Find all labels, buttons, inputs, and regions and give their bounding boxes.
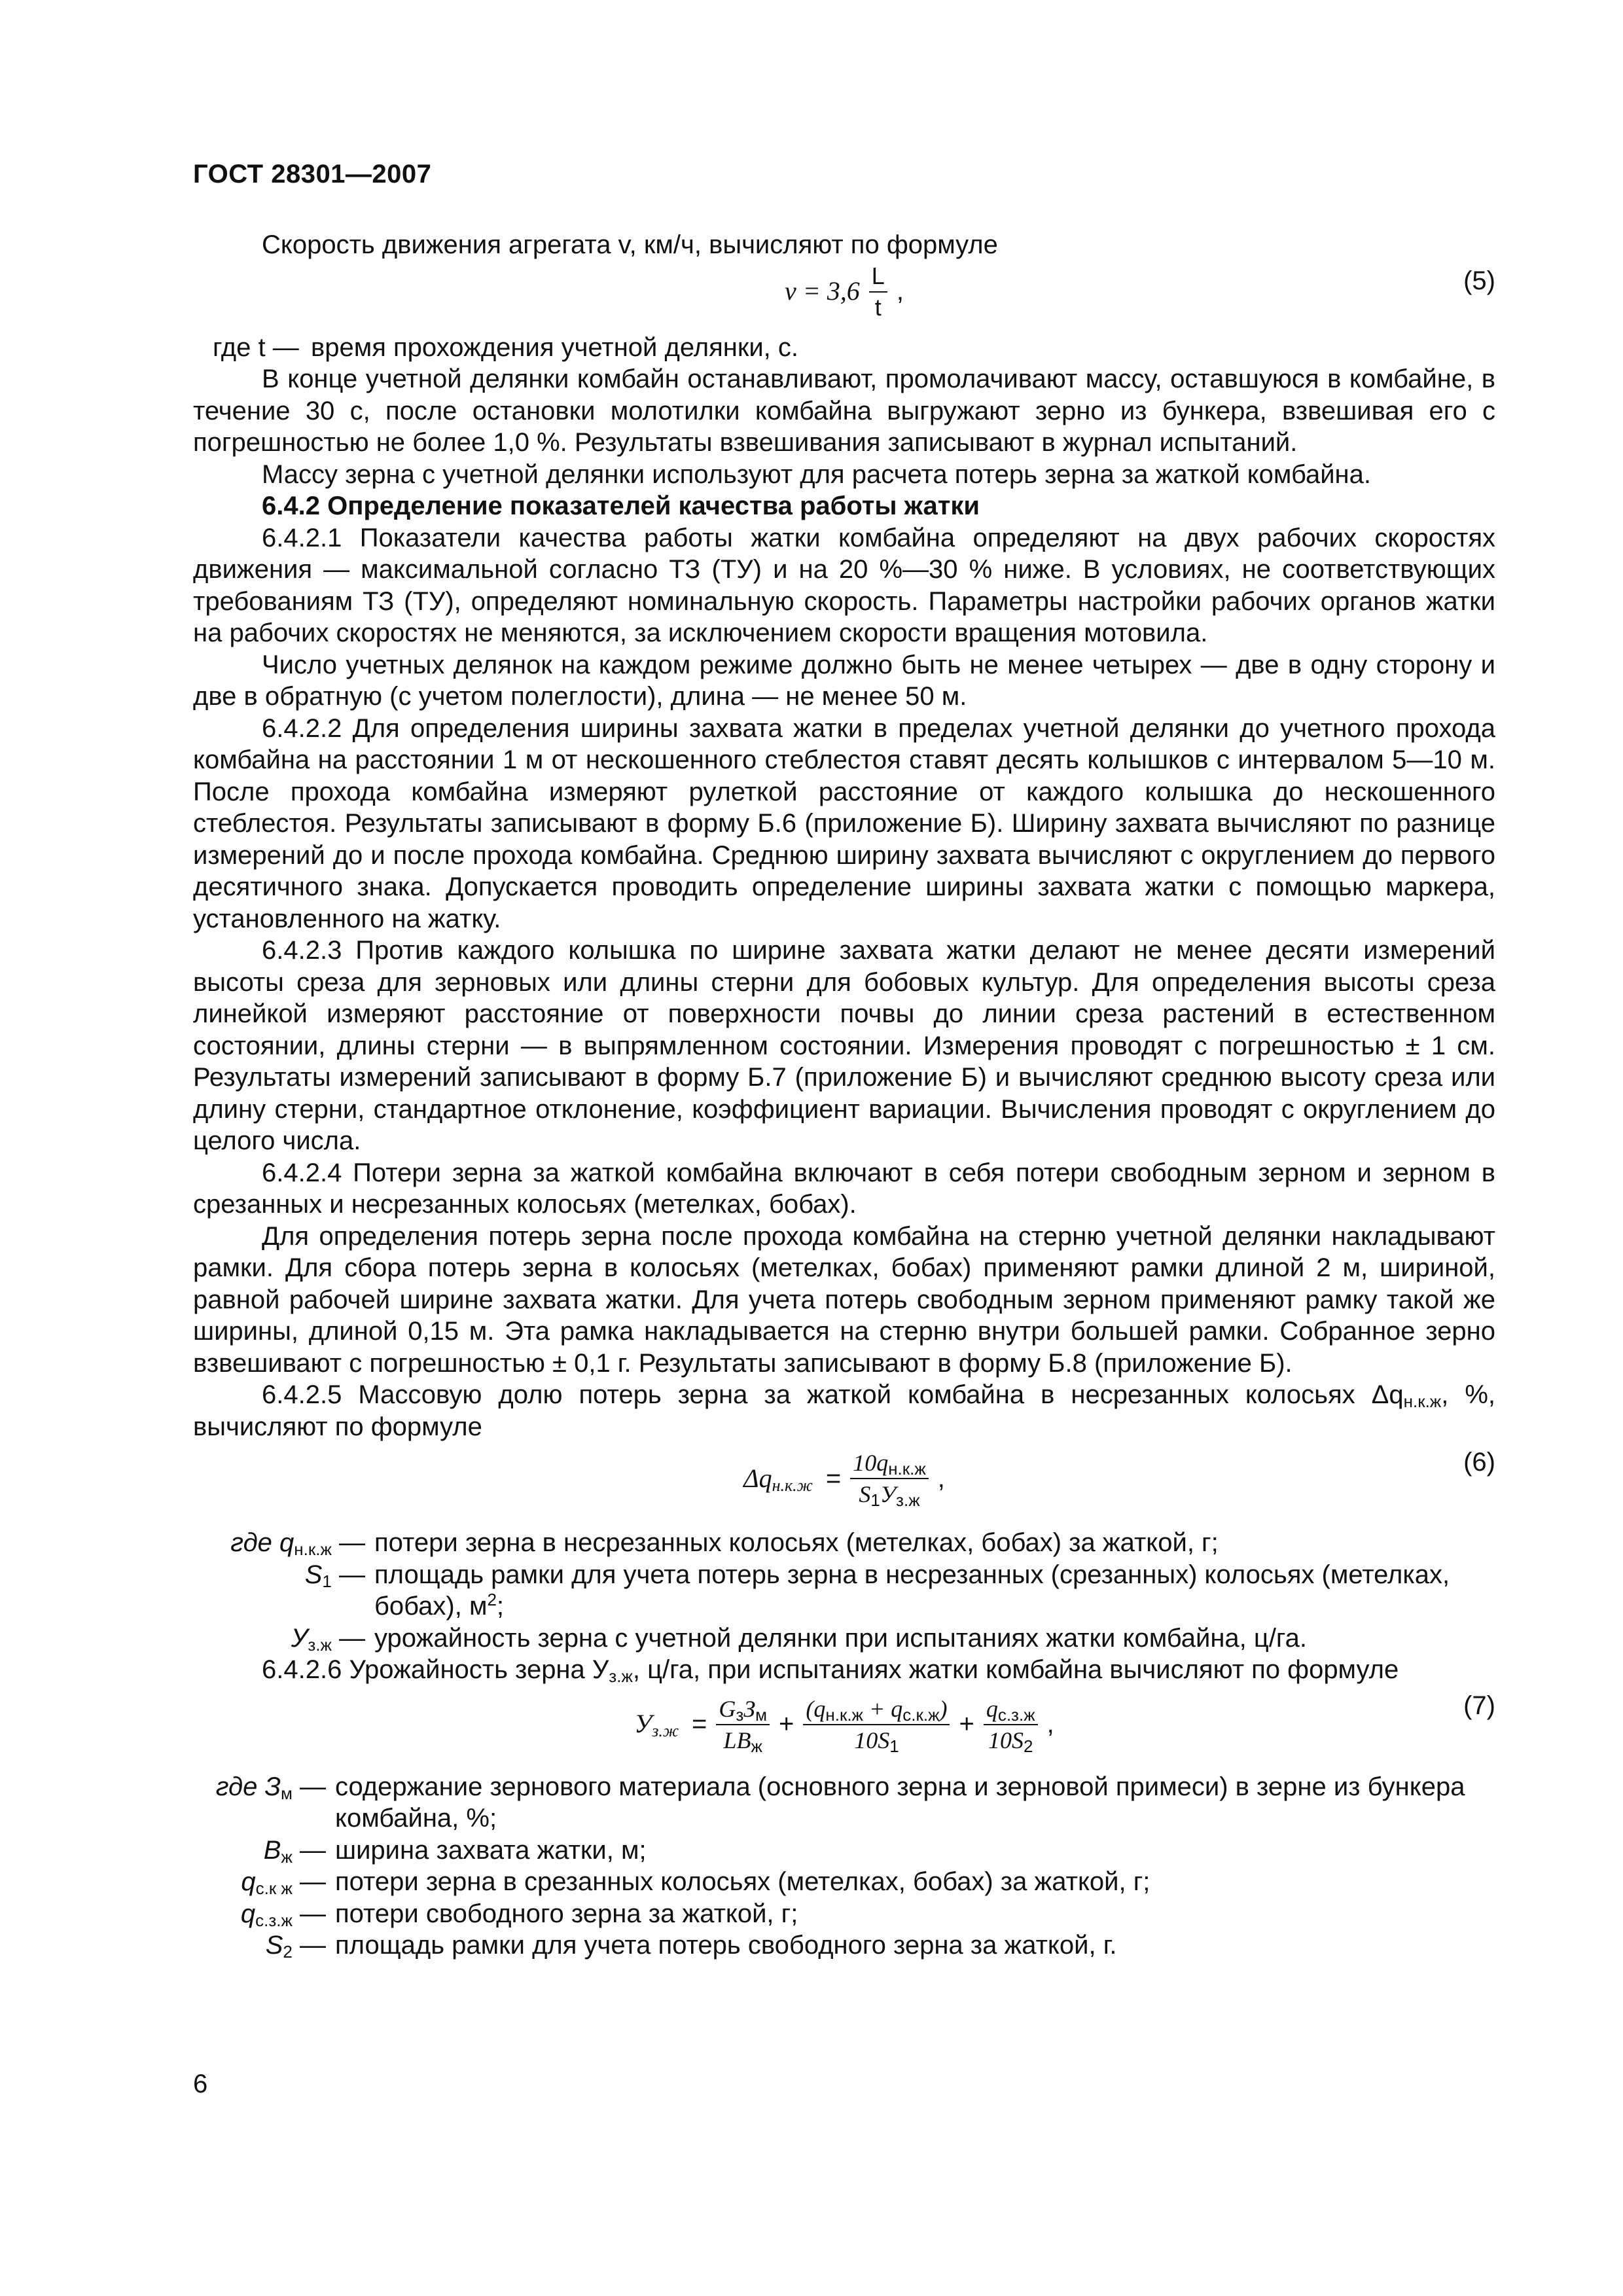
formula-5: v = 3,6 $\frac{L}{t}$ , (5) <box>193 261 1495 332</box>
where-7-item-definition: ширина захвата жатки, м; <box>335 1835 647 1865</box>
paragraph-plots-count: Число учетных делянок на каждом режиме должно быть не менее четырех — две в одну сторону и две в обратную (с учетом полеглости), длина — не менее 50 м. <box>193 650 1495 711</box>
paragraph-end-of-plot: В конце учетной делянки комбайн останавливают, промолачивают массу, оставшуюся в комбайне, в течение 30 с, после остановки молотилки комбайна выгружают зерно из бункера, взвешивая его с погрешностью не более 1,0 %. Результаты взвешивания записывают в журнал испытаний. <box>193 365 1495 457</box>
paragraph-6-4-2-6: 6.4.2.6 Урожайность зерна $У_{з.ж}$, ц/га, при испытаниях жатки комбайна вычисляют по формуле <box>262 1655 1399 1686</box>
paragraph-6-4-2-4: 6.4.2.4 Потери зерна за жаткой комбайна включают в себя потери свободным зерном и зерном в срезанных и несрезанных колосьях (метелках, бобах). <box>193 1158 1495 1219</box>
where-7-item-definition: содержание зернового материала (основного зерна и зерновой примеси) в зерне из бункера комбайна, %; <box>335 1772 1465 1833</box>
where-6-item-symbol: $У_{з.ж}$ — <box>291 1623 365 1655</box>
where-6-item-symbol: $S_1$ — <box>304 1560 365 1591</box>
page-number: 6 <box>193 2070 208 2098</box>
formula-6: $\Delta q_{н.к.ж}$ = $\frac{10q_{н.к.ж}}{S_1У_{з.ж}}$ , (6) <box>743 1448 1495 1510</box>
section-title-6-4-2: 6.4.2 Определение показателей качества работы жатки <box>262 492 980 520</box>
where-7-item-definition: площадь рамки для учета потерь свободного зерна за жаткой, г. <box>335 1931 1117 1960</box>
document-header: ГОСТ 28301—2007 <box>193 160 432 188</box>
where-6-item-definition: урожайность зерна с учетной делянки при испытаниях жатки комбайна, ц/га. <box>374 1623 1307 1653</box>
formula-7-number: (7) <box>1463 1691 1495 1720</box>
where-7-item-symbol: $q_{с.к ж}$ — <box>241 1867 326 1898</box>
intro-speed-paragraph: Скорость движения агрегата v, км/ч, вычисляют по формуле <box>262 230 998 259</box>
where-5-text: время прохождения учетной делянки, с. <box>311 332 799 362</box>
formula-5-lhs: v = 3,6 <box>785 276 860 306</box>
paragraph-6-4-2-3: 6.4.2.3 Против каждого колышка по ширине захвата жатки делают не менее десяти измерений высоты среза для зерновых или длины стерни для бобовых культур. Для определения высоты среза линейкой измеряют расстояние от поверхности почвы до линии среза растений в естественном состоянии, длины стерни — в выпрямленном состоянии. Измерения проводят с погрешностью ± 1 см. Результаты измерений записывают в форму Б.7 (приложение Б) и вычисляют среднюю высоту среза или длину стерни, стандартное отклонение, коэффициент вариации. Вычисления проводят с округлением до целого числа. <box>193 936 1495 1155</box>
where-7-item-symbol: $q_{с.з.ж}$ — <box>240 1899 326 1930</box>
formula-5-number: (5) <box>1463 266 1495 295</box>
where-5-symbol: где t — <box>213 332 299 362</box>
where-6-item-symbol: где $q_{н.к.ж}$ — <box>230 1528 365 1559</box>
where-7-item-symbol: $S_2$ — <box>265 1931 326 1962</box>
paragraph-6-4-2-5: 6.4.2.5 Массовую долю потерь зерна за жаткой комбайна в несрезанных колосьях $\Delta q_{н.к.ж}$, %, вычисляют по формуле <box>193 1380 1495 1441</box>
where-7-item-definition: потери свободного зерна за жаткой, г; <box>335 1899 798 1928</box>
where-5 <box>213 332 1495 364</box>
paragraph-6-4-2-2: 6.4.2.2 Для определения ширины захвата жатки в пределах учетной делянки до учетного прохода комбайна на расстоянии 1 м от нескошенного стеблестоя ставят десять колышков с интервалом 5—10 м. После прохода комбайна измеряют рулеткой расстояние от каждого колышка до нескошенного стеблестоя. Результаты записывают в форму Б.6 (приложение Б). Ширину захвата вычисляют по разнице измерений до и после прохода комбайна. Среднюю ширину захвата вычисляют с округлением до первого десятичного знака. Допускается проводить определение ширины захвата жатки с помощью маркера, установленного на жатку. <box>193 713 1495 933</box>
formula-5-fraction: $\frac{L}{t}$ <box>869 261 887 323</box>
formula-7-fraction-2: $\frac{(q_{н.к.ж} + q_{с.к.ж})}{10S_1}$ <box>803 1694 950 1755</box>
where-7-item-symbol: $В_ж$ — <box>263 1835 326 1867</box>
where-6-item-definition: потери зерна в несрезанных колосьях (метелках, бобах) за жаткой, г; <box>374 1528 1219 1557</box>
where-6-item-definition: площадь рамки для учета потерь зерна в несрезанных (срезанных) колосьях (метелках, бобах), $м^2$; <box>374 1560 1450 1621</box>
paragraph-grain-mass: Массу зерна с учетной делянки используют для расчета потерь зерна за жаткой комбайна. <box>262 459 1371 489</box>
formula-7: $У_{з.ж}$ = $\frac{G_зЗ_м}{LB_ж}$ + $\frac{(q_{н.к.ж} + q_{с.к.ж})}{10S_1}$ + $\frac{q_{с.з.ж}}{10S_2}$ , (7) <box>634 1691 1495 1756</box>
paragraph-6-4-2-1: 6.4.2.1 Показатели качества работы жатки комбайна определяют на двух рабочих скоростях движения — максимальной согласно ТЗ (ТУ) и на 20 %—30 % ниже. В условиях, не соответствующих требованиям ТЗ (ТУ), определяют номинальную скорость. Параметры настройки рабочих органов жатки на рабочих скоростях не меняются, за исключением скорости вращения мотовила. <box>193 523 1495 647</box>
formula-7-fraction-1: $\frac{G_зЗ_м}{LB_ж}$ <box>716 1694 770 1755</box>
where-7-item-definition: потери зерна в срезанных колосьях (метелках, бобах) за жаткой, г; <box>335 1867 1150 1896</box>
formula-6-number: (6) <box>1463 1448 1495 1477</box>
where-7 <box>192 1771 1495 1962</box>
page-content <box>193 229 1495 1962</box>
formula-7-fraction-3: $\frac{q_{с.з.ж}}{10S_2}$ <box>984 1694 1038 1755</box>
where-6 <box>192 1527 1495 1654</box>
where-7-item-symbol: где $З_м$ — <box>215 1772 326 1803</box>
paragraph-frames: Для определения потерь зерна после прохода комбайна на стерню учетной делянки накладывают рамки. Для сбора потерь зерна в колосьях (метелках, бобах) применяют рамки длиной 2 м, шириной, равной рабочей ширине захвата жатки. Для учета потерь свободным зерном применяют рамку такой же ширины, длиной 0,15 м. Эта рамка накладывается на стерню внутри большей рамки. Собранное зерно взвешивают с погрешностью ± 0,1 г. Результаты записывают в форму Б.8 (приложение Б). <box>193 1221 1495 1378</box>
formula-6-fraction: $\frac{10q_{н.к.ж}}{S_1У_{з.ж}}$ <box>850 1448 929 1509</box>
